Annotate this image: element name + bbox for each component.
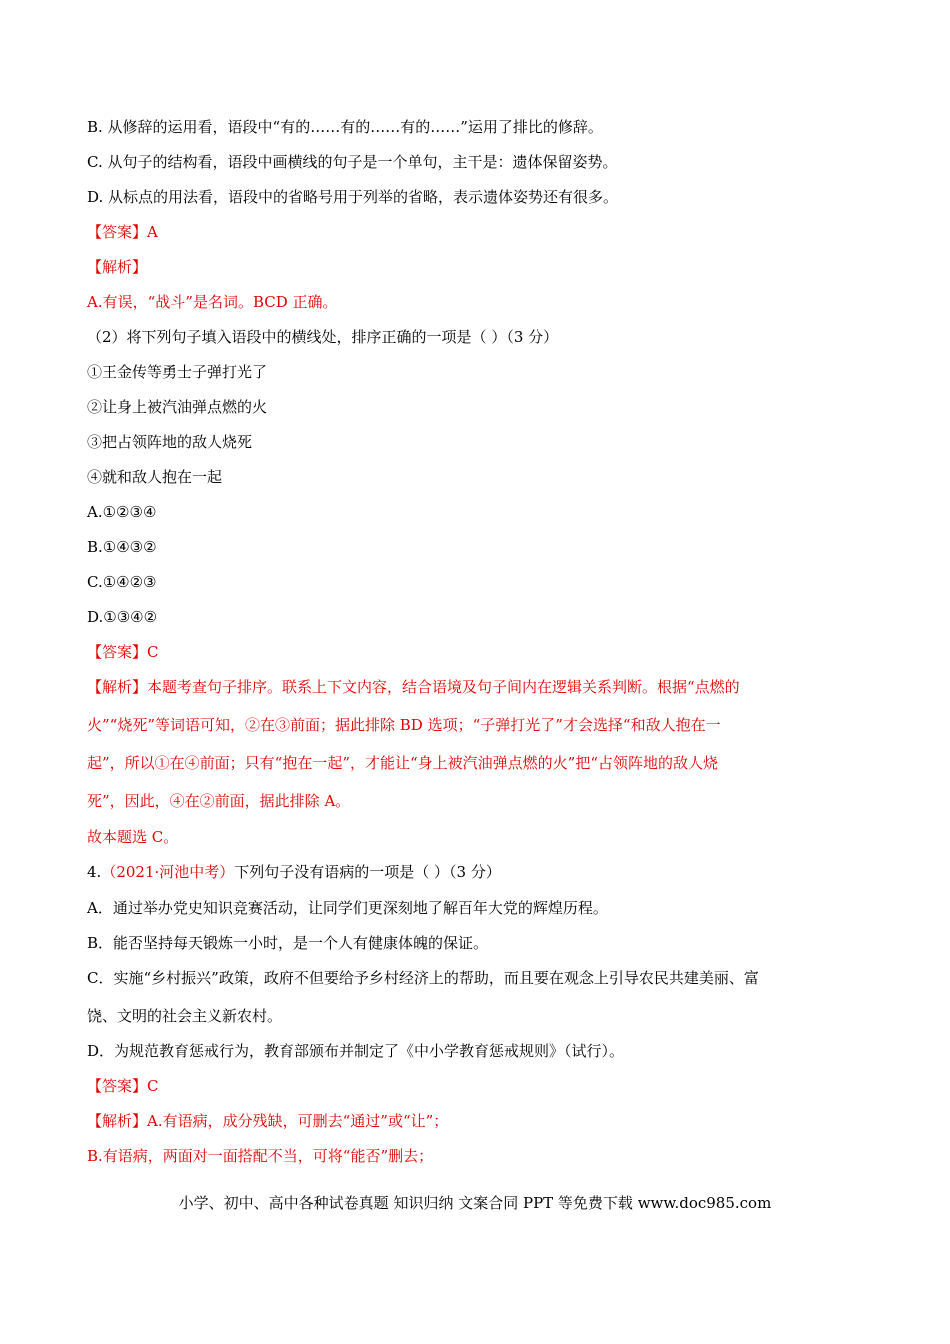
order-option-a: A.①②③④ <box>87 503 157 521</box>
question-4-stem <box>87 862 501 882</box>
question-source: （2021·河池中考） <box>101 863 235 881</box>
question-2-stem: （2）将下列句子填入语段中的横线处，排序正确的一项是（ ）（3 分） <box>87 328 559 346</box>
analysis-paragraph-line: 起”，所以①在④前面；只有“抱在一起”，才能让“身上被汽油弹点燃的火”把“占领阵地的敌人烧 <box>87 754 719 772</box>
q4-option-d: D．为规范教育惩戒行为，教育部颁布并制定了《中小学教育惩戒规则》（试行）。 <box>87 1042 625 1060</box>
conclusion-text: 故本题选 C。 <box>87 828 179 846</box>
page-footer: 小学、初中、高中各种试卷真题 知识归纳 文案合同 PPT 等免费下载 www.doc985.com <box>178 1194 772 1212</box>
analysis-text: 【解析】A.有语病，成分残缺，可删去“通过”或“让”； <box>87 1112 449 1130</box>
option-d-text: D. 从标点的用法看，语段中的省略号用于列举的省略，表示遗体姿势还有很多。 <box>87 188 619 206</box>
q4-option-b: B．能否坚持每天锻炼一小时，是一个人有健康体魄的保证。 <box>87 934 489 952</box>
question-number: 4. <box>87 863 102 881</box>
option-b-text: B. 从修辞的运用看，语段中“有的……有的……有的……”运用了排比的修辞。 <box>87 118 603 136</box>
analysis-text: A.有误，“战斗”是名词。BCD 正确。 <box>87 293 338 311</box>
order-option-d: D.①③④② <box>87 608 158 626</box>
order-option-b: B.①④③② <box>87 538 157 556</box>
q4-option-c: C．实施“乡村振兴”政策，政府不但要给予乡村经济上的帮助，而且要在观念上引导农民共建美丽、富 <box>87 969 759 987</box>
analysis-paragraph-line: 火”“烧死”等词语可知，②在③前面；据此排除 BD 选项；“子弹打光了”才会选择“和敌人抱在一 <box>87 716 721 734</box>
analysis-text: B.有语病，两面对一面搭配不当，可将“能否”删去； <box>87 1147 434 1165</box>
answer-label: 【答案】C <box>87 643 159 661</box>
analysis-label: 【解析】 <box>87 258 148 276</box>
analysis-paragraph-line: 死”，因此，④在②前面，据此排除 A。 <box>87 792 351 810</box>
sentence-3: ③把占领阵地的敌人烧死 <box>87 433 253 451</box>
analysis-paragraph-line: 【解析】本题考查句子排序。联系上下文内容，结合语境及句子间内在逻辑关系判断。根据“点燃的 <box>87 678 740 696</box>
q4-option-a: A．通过举办党史知识竞赛活动，让同学们更深刻地了解百年大党的辉煌历程。 <box>87 899 608 917</box>
sentence-2: ②让身上被汽油弹点燃的火 <box>87 398 268 416</box>
q4-option-c-continued: 饶、文明的社会主义新农村。 <box>87 1007 283 1025</box>
answer-label: 【答案】A <box>87 223 158 241</box>
question-text: 下列句子没有语病的一项是（ ）（3 分） <box>234 863 501 881</box>
order-option-c: C.①④②③ <box>87 573 157 591</box>
option-c-text: C. 从句子的结构看，语段中画横线的句子是一个单句，主干是：遗体保留姿势。 <box>87 153 618 171</box>
sentence-4: ④就和敌人抱在一起 <box>87 468 223 486</box>
sentence-1: ①王金传等勇士子弹打光了 <box>87 363 268 381</box>
answer-label: 【答案】C <box>87 1077 159 1095</box>
